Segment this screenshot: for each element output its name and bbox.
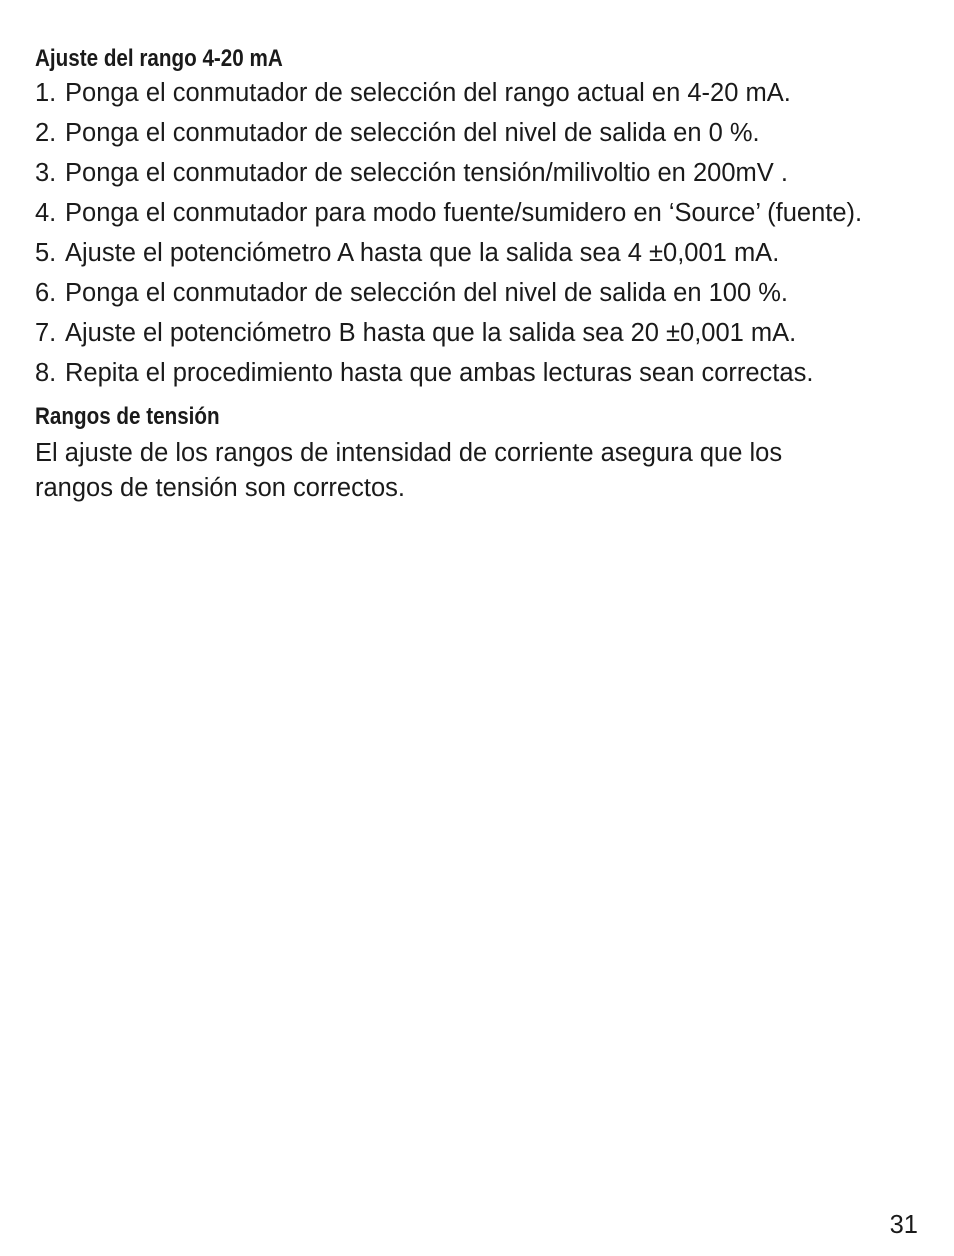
step-text: Ponga el conmutador de selección del nivel de salida en 100 %. — [65, 279, 788, 307]
step-text: Ajuste el potenciómetro B hasta que la salida sea 20 ±0,001 mA. — [65, 319, 797, 347]
document-page — [35, 42, 915, 506]
step-item — [35, 116, 915, 151]
voltage-ranges-section — [35, 400, 915, 506]
step-number: 4. — [35, 199, 57, 227]
step-item — [35, 316, 915, 351]
step-number: 1. — [35, 79, 57, 107]
step-text: Ponga el conmutador de selección del rango actual en 4-20 mA. — [65, 79, 791, 107]
step-text: Repita el procedimiento hasta que ambas lecturas sean correctas. — [65, 359, 814, 387]
step-item — [35, 276, 915, 311]
section-heading-current-range: Ajuste del rango 4-20 mA — [35, 45, 283, 72]
step-text: Ponga el conmutador para modo fuente/sumidero en ‘Source’ (fuente). — [65, 199, 863, 227]
adjustment-steps-list — [35, 76, 915, 391]
step-number: 8. — [35, 359, 57, 387]
page-number: 31 — [889, 1211, 918, 1239]
step-item — [35, 196, 915, 231]
step-text: Ponga el conmutador de selección del nivel de salida en 0 %. — [65, 119, 760, 147]
step-text: Ajuste el potenciómetro A hasta que la salida sea 4 ±0,001 mA. — [65, 239, 780, 267]
step-item — [35, 76, 915, 111]
step-number: 2. — [35, 119, 57, 147]
step-item — [35, 156, 915, 191]
step-number: 7. — [35, 319, 57, 347]
step-item — [35, 236, 915, 271]
step-number: 5. — [35, 239, 57, 267]
section-heading-voltage-ranges: Rangos de tensión — [35, 403, 220, 430]
step-text: Ponga el conmutador de selección tensión/milivoltio en 200mV . — [65, 159, 788, 187]
step-item — [35, 356, 915, 391]
step-number: 3. — [35, 159, 57, 187]
voltage-ranges-paragraph: El ajuste de los rangos de intensidad de corriente asegura que los rangos de tensión son correctos. — [35, 439, 783, 502]
step-number: 6. — [35, 279, 57, 307]
